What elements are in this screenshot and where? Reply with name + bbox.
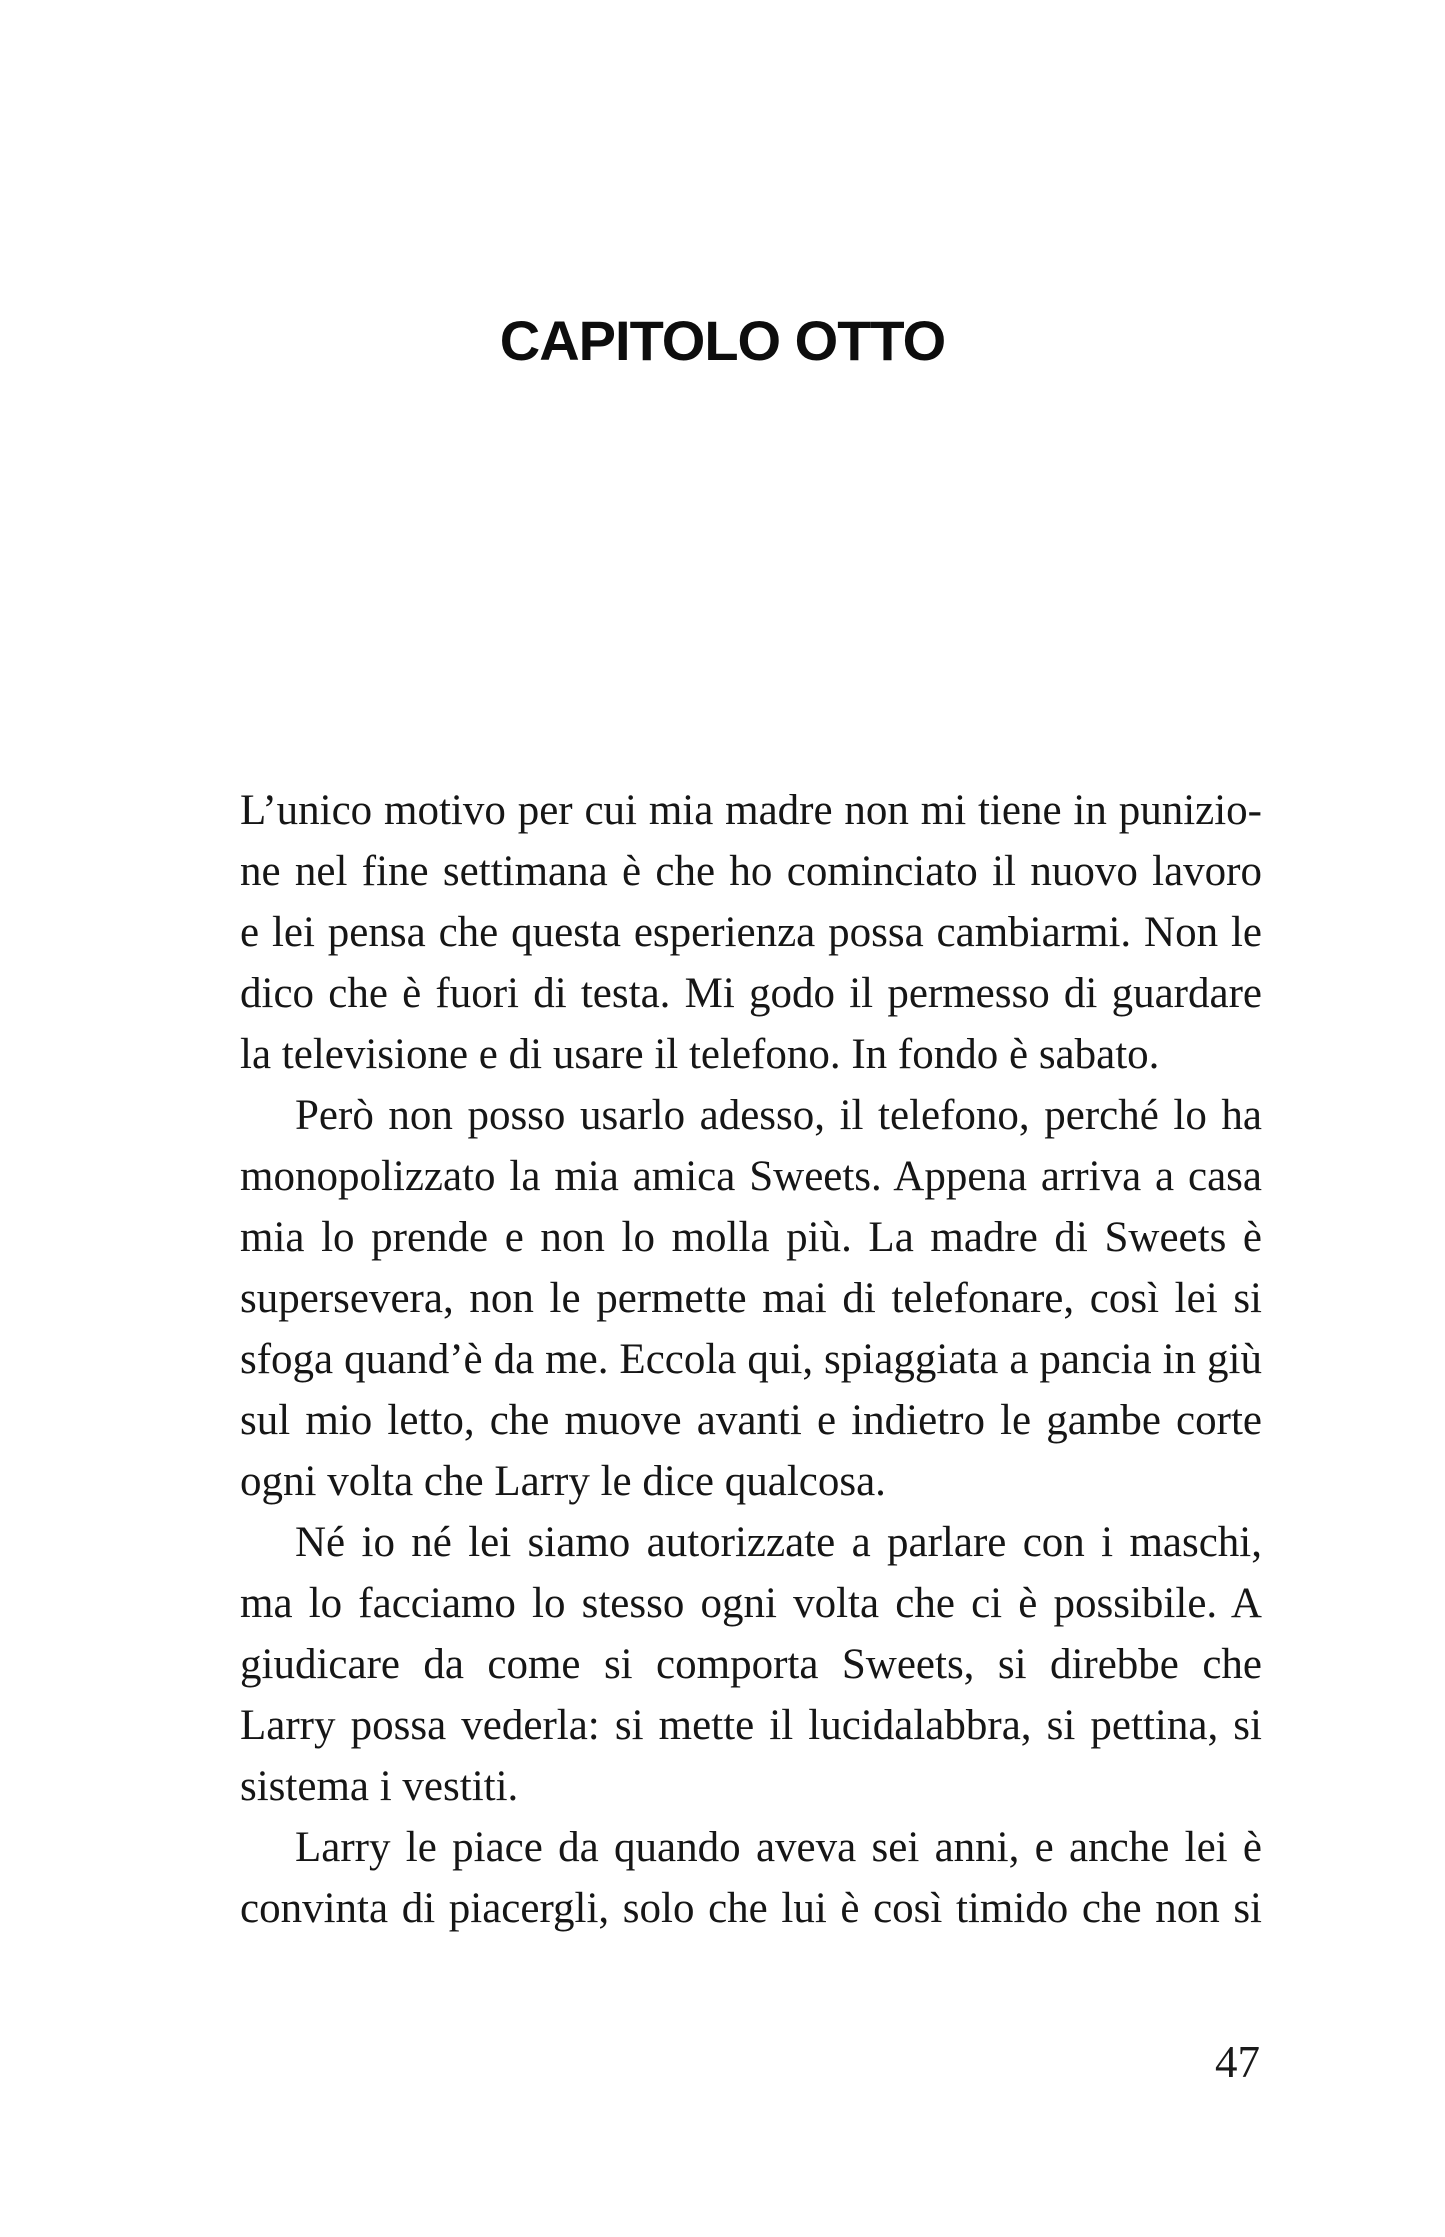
text-line: Larry possa vederla: si mette il lucidalabbra, si pettina, si — [240, 1702, 1262, 1749]
text-line: supersevera, non le permette mai di telefonare, così lei si — [240, 1275, 1262, 1322]
text-line: ne nel fine settimana è che ho cominciato il nuovo lavoro — [240, 848, 1262, 895]
text-line: Però non posso usarlo adesso, il telefono, perché lo ha — [295, 1092, 1262, 1139]
text-line: dico che è fuori di testa. Mi godo il permesso di guardare — [240, 970, 1262, 1017]
text-line: convinta di piacergli, solo che lui è così timido che non si — [240, 1885, 1262, 1932]
text-line: ogni volta che Larry le dice qualcosa. — [240, 1458, 886, 1505]
text-line: L’unico motivo per cui mia madre non mi tiene in punizio- — [240, 787, 1262, 834]
page-number: 47 — [1215, 2037, 1260, 2087]
text-line: la televisione e di usare il telefono. In fondo è sabato. — [240, 1031, 1160, 1078]
body-text — [240, 780, 1262, 1939]
text-line: ma lo facciamo lo stesso ogni volta che ci è possibile. A — [240, 1580, 1262, 1627]
text-line: mia lo prende e non lo molla più. La madre di Sweets è — [240, 1214, 1262, 1261]
text-line: Né io né lei siamo autorizzate a parlare con i maschi, — [295, 1519, 1262, 1566]
paragraph — [240, 1817, 1262, 1939]
text-line: giudicare da come si comporta Sweets, si direbbe che — [240, 1641, 1262, 1688]
text-line: sfoga quand’è da me. Eccola qui, spiaggiata a pancia in giù — [240, 1336, 1262, 1383]
paragraph — [240, 1512, 1262, 1817]
chapter-title: CAPITOLO OTTO — [499, 308, 946, 372]
text-line: Larry le piace da quando aveva sei anni, e anche lei è — [295, 1824, 1262, 1871]
text-line: sul mio letto, che muove avanti e indietro le gambe corte — [240, 1397, 1262, 1444]
paragraph — [240, 780, 1262, 1085]
text-line: sistema i vestiti. — [240, 1763, 519, 1810]
text-line: monopolizzato la mia amica Sweets. Appena arriva a casa — [240, 1153, 1262, 1200]
paragraph — [240, 1085, 1262, 1512]
text-line: e lei pensa che questa esperienza possa cambiarmi. Non le — [240, 909, 1262, 956]
